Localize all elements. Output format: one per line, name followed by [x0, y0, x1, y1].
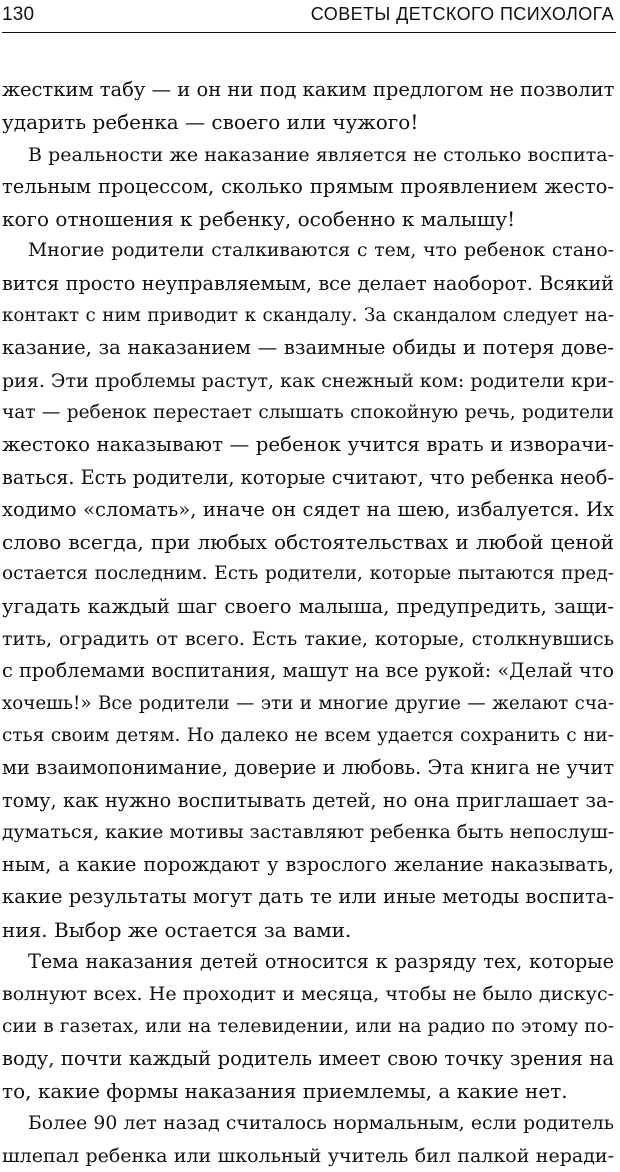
text-line: хочешь!» Все родители — эти и многие другие — желают сча-: [2, 692, 614, 714]
text-line: чат — ребенок перестает слышать спокойную речь, родители: [2, 401, 614, 423]
text-line: то, какие формы наказания приемлемы, а какие нет.: [2, 1079, 568, 1104]
text-line: Многие родители сталкиваются с тем, что ребенок стано-: [28, 240, 614, 262]
text-line: с проблемами воспитания, машут на все рукой: «Делай что: [2, 659, 614, 683]
text-line: тельным процессом, сколько прямым проявлением жесто-: [2, 174, 614, 198]
text-line: тить, оградить от всего. Есть такие, которые, столкнувшись: [2, 628, 614, 651]
text-line: ударить ребенка — своего или чужого!: [2, 110, 419, 135]
text-line: тому, как нужно воспитывать детей, но она приглашает за-: [2, 788, 614, 812]
text-line: остается последним. Есть родители, которые пытаются пред-: [2, 563, 614, 585]
text-line: ния. Выбор же остается за вами.: [2, 917, 352, 942]
text-line: жестоко наказывают — ребенок учится врать и изворачи-: [2, 433, 614, 457]
body-text: [2, 74, 614, 1172]
text-line: жестким табу — и он ни под каким предлогом не позволит: [2, 78, 614, 101]
page-number: 130: [2, 4, 35, 25]
running-header: [2, 2, 616, 33]
text-line: рия. Эти проблемы растут, как снежный ком: родители кри-: [2, 369, 614, 392]
text-line: шлепал ребенка или школьный учитель бил палкой неради-: [2, 1144, 614, 1167]
text-line: ми взаимопонимание, доверие и любовь. Эта книга не учит: [2, 756, 614, 780]
text-line: стья своим детям. Но далеко не всем удается сохранить с ни-: [2, 724, 614, 746]
text-line: казание, за наказанием — взаимные обиды и потеря дове-: [2, 336, 614, 360]
running-title: СОВЕТЫ ДЕТСКОГО ПСИХОЛОГА: [310, 4, 614, 24]
text-line: какие результаты могут дать те или иные методы воспита-: [2, 885, 614, 909]
text-line: вится просто неуправляемым, все делает наоборот. Всякий: [2, 271, 614, 295]
text-line: ходимо «сломать», иначе он сядет на шею, избалуется. Их: [2, 497, 614, 521]
text-line: волнуют всех. Не проходит и месяца, чтобы не было дискус-: [2, 983, 614, 1006]
text-line: сии в газетах, или на телевидении, или на радио по этому по-: [2, 1015, 614, 1037]
text-line: слово всегда, при любых обстоятельствах и любой ценой: [2, 530, 614, 555]
text-line: думаться, какие мотивы заставляют ребенка быть непослуш-: [2, 821, 614, 843]
text-line: Тема наказания детей относится к разряду тех, которые: [28, 950, 614, 974]
text-line: ваться. Есть родители, которые считают, что ребенка необ-: [2, 465, 614, 489]
text-line: Более 90 лет назад считалось нормальным, если родитель: [28, 1112, 614, 1134]
text-line: ным, а какие порождают у взрослого желание наказывать,: [2, 853, 614, 877]
text-line: воду, почти каждый родитель имеет свою точку зрения на: [2, 1046, 614, 1070]
text-line: кого отношения к ребенку, особенно к малышу!: [2, 207, 516, 232]
text-line: контакт с ним приводит к скандалу. За скандалом следует на-: [2, 305, 614, 327]
text-line: В реальности же наказание является не столько воспита-: [28, 143, 614, 166]
text-line: угадать каждый шаг своего малыша, предупредить, защи-: [2, 594, 614, 618]
